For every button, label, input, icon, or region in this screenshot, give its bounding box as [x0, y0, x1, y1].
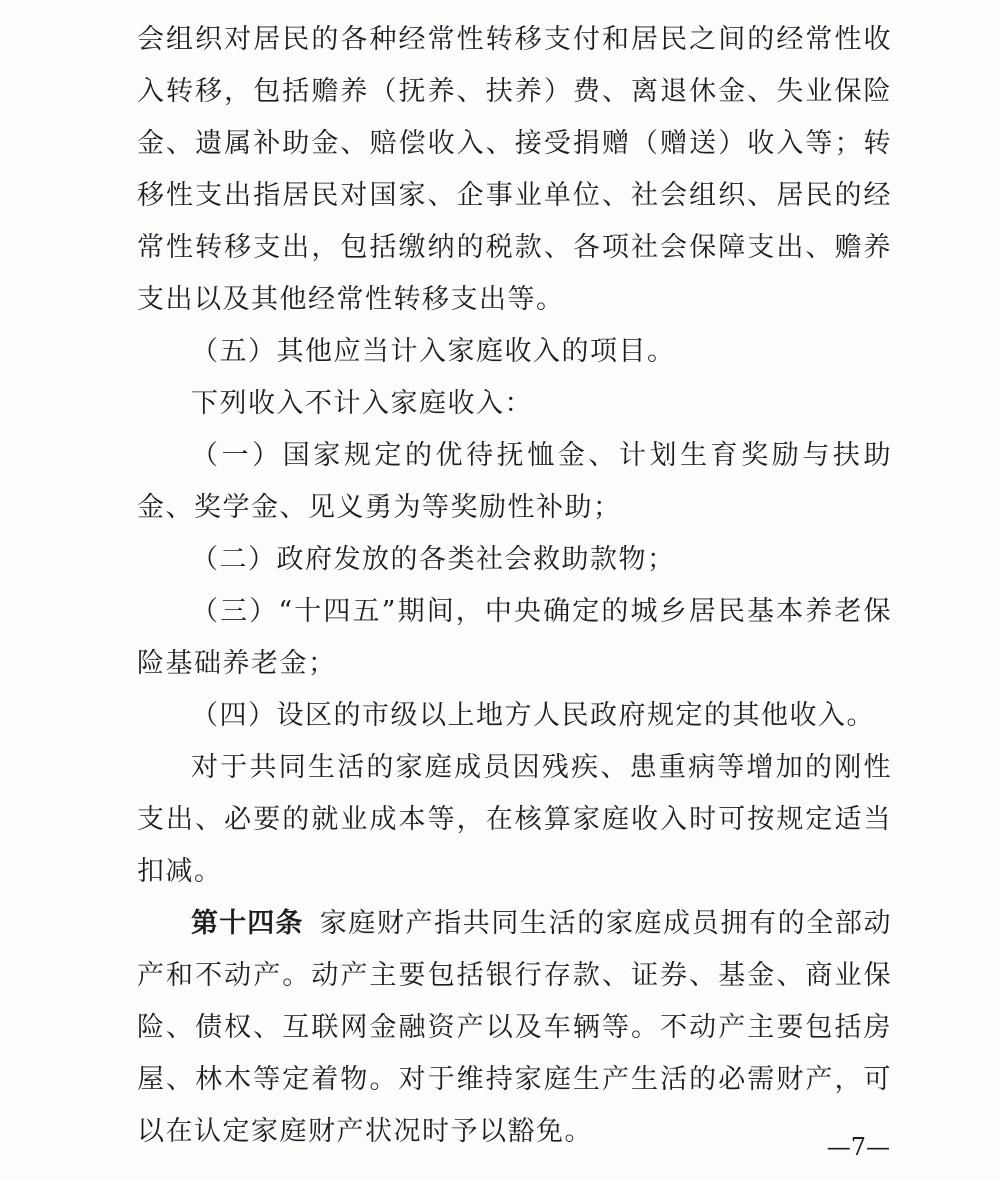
paragraph-text: （四）设区的市级以上地方人民政府规定的其他收入。 [191, 700, 875, 731]
article-label: 第十四条 [191, 908, 304, 939]
paragraph-text: （三）“十四五”期间，中央确定的城乡居民基本养老保险基础养老金； [137, 596, 892, 679]
paragraph-text: （一）国家规定的优待抚恤金、计划生育奖励与扶助金、奖学金、见义勇为等奖励性补助； [137, 440, 892, 523]
paragraph-text: （二）政府发放的各类社会救助款物； [191, 544, 676, 575]
paragraph-p2 [137, 326, 892, 378]
paragraph-p3 [137, 378, 892, 430]
paragraph-p9 [137, 898, 892, 1158]
paragraph-p7 [137, 690, 892, 742]
paragraph-text: 对于共同生活的家庭成员因残疾、患重病等增加的刚性支出、必要的就业成本等，在核算家庭收入时可按规定适当扣减。 [137, 752, 892, 887]
paragraph-text: （五）其他应当计入家庭收入的项目。 [191, 336, 676, 367]
paragraph-p4 [137, 430, 892, 534]
page-number: —7— [826, 1133, 890, 1161]
paragraph-p6 [137, 586, 892, 690]
document-body [137, 14, 892, 1158]
paragraph-p1 [137, 14, 892, 326]
paragraph-text: 下列收入不计入家庭收入： [191, 388, 533, 419]
paragraph-p8 [137, 742, 892, 898]
paragraph-p5 [137, 534, 892, 586]
paragraph-text: 会组织对居民的各种经常性转移支付和居民之间的经常性收入转移，包括赡养（抚养、扶养）费、离退休金、失业保险金、遗属补助金、赔偿收入、接受捐赠（赠送）收入等；转移性支出指居民对国家、企事业单位、社会组织、居民的经常性转移支出，包括缴纳的税款、各项社会保障支出、赡养支出以及其他经常性转移支出等。 [137, 24, 892, 315]
paragraph-text: 家庭财产指共同生活的家庭成员拥有的全部动产和不动产。动产主要包括银行存款、证券、基金、商业保险、债权、互联网金融资产以及车辆等。不动产主要包括房屋、林木等定着物。对于维持家庭生产生活的必需财产，可以在认定家庭财产状况时予以豁免。 [137, 908, 893, 1147]
